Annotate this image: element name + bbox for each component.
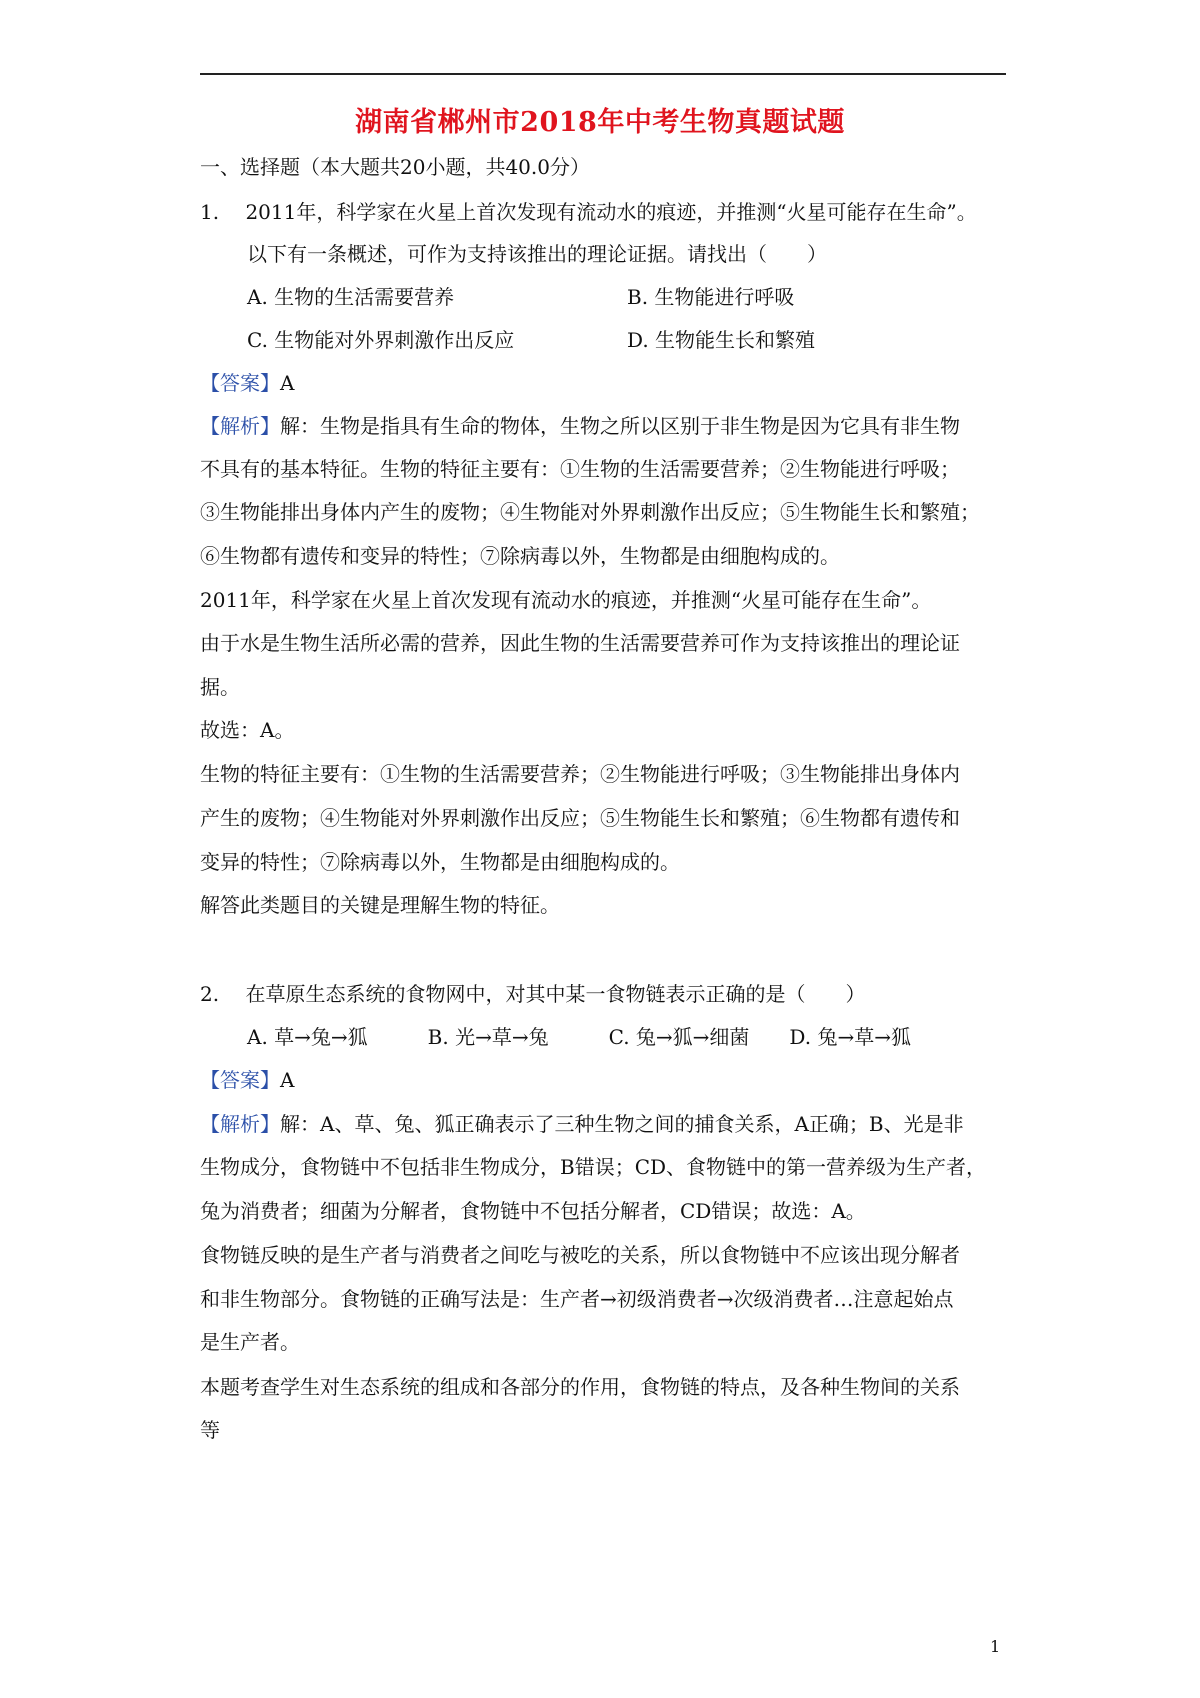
q2-analysis-text: 解：A、草、兔、狐正确表示了三种生物之间的捕食关系，A正确；B、光是非 xyxy=(280,1112,964,1136)
q2-analysis-line: 和非生物部分。食物链的正确写法是：生产者→初级消费者→次级消费者…注意起始点 xyxy=(200,1287,954,1311)
q1-analysis-line: ③生物能排出身体内产生的废物；④生物能对外界刺激作出反应；⑤生物能生长和繁殖； xyxy=(200,500,980,524)
q1-option-a: A. 生物的生活需要营养 xyxy=(247,285,455,309)
page-number: 1 xyxy=(990,1637,1001,1656)
q1-option-d: D. 生物能生长和繁殖 xyxy=(627,328,816,352)
q2-analysis-line: 食物链反映的是生产者与消费者之间吃与被吃的关系，所以食物链中不应该出现分解者 xyxy=(200,1243,960,1267)
q1-option-c: C. 生物能对外界刺激作出反应 xyxy=(247,328,515,352)
q1-answer-value: A xyxy=(280,371,295,395)
q1-answer xyxy=(200,371,294,395)
q2-analysis-first xyxy=(200,1112,964,1136)
q2-analysis-line: 兔为消费者；细菌为分解者，食物链中不包括分解者，CD错误；故选：A。 xyxy=(200,1199,866,1223)
q2-answer xyxy=(200,1068,294,1092)
q1-analysis-line: 产生的废物；④生物能对外界刺激作出反应；⑤生物能生长和繁殖；⑥生物都有遗传和 xyxy=(200,806,960,830)
q1-analysis-line: 生物的特征主要有：①生物的生活需要营养；②生物能进行呼吸；③生物能排出身体内 xyxy=(200,762,960,786)
q1-analysis-text: 解：生物是指具有生命的物体，生物之所以区别于非生物是因为它具有非生物 xyxy=(280,414,960,438)
q1-stem-line2: 以下有一条概述，可作为支持该推出的理论证据。请找出（ ） xyxy=(247,242,827,266)
q1-analysis-line: 由于水是生物生活所必需的营养，因此生物的生活需要营养可作为支持该推出的理论证 xyxy=(200,631,960,655)
q1-analysis-line: 变异的特性；⑦除病毒以外，生物都是由细胞构成的。 xyxy=(200,850,680,874)
q2-analysis-tag: 【解析】 xyxy=(200,1112,280,1136)
q2-analysis-line: 本题考查学生对生态系统的组成和各部分的作用，食物链的特点，及各种生物间的关系 xyxy=(200,1375,960,1399)
q2-stem: 2. 在草原生态系统的食物网中，对其中某一食物链表示正确的是（ ） xyxy=(200,982,866,1006)
q1-analysis-line: 故选：A。 xyxy=(200,718,295,742)
q1-analysis-line: 解答此类题目的关键是理解生物的特征。 xyxy=(200,893,560,917)
q1-analysis-line: 据。 xyxy=(200,675,240,699)
q1-option-b: B. 生物能进行呼吸 xyxy=(627,285,795,309)
q1-analysis-first xyxy=(200,414,960,438)
q2-analysis-line: 生物成分，食物链中不包括非生物成分，B错误；CD、食物链中的第一营养级为生产者， xyxy=(200,1155,987,1179)
q2-options: A. 草→兔→狐 B. 光→草→兔 C. 兔→狐→细菌 D. 兔→草→狐 xyxy=(247,1025,911,1049)
q1-analysis-line: 不具有的基本特征。生物的特征主要有：①生物的生活需要营养；②生物能进行呼吸； xyxy=(200,457,960,481)
q2-analysis-line: 等 xyxy=(200,1418,220,1442)
section-header: 一、选择题（本大题共20小题，共40.0分） xyxy=(200,155,590,179)
document-title: 湖南省郴州市2018年中考生物真题试题 xyxy=(355,107,845,138)
q1-analysis-tag: 【解析】 xyxy=(200,414,280,438)
q2-answer-tag: 【答案】 xyxy=(200,1068,280,1092)
q1-answer-tag: 【答案】 xyxy=(200,371,280,395)
q1-analysis-line: 2011年，科学家在火星上首次发现有流动水的痕迹，并推测“火星可能存在生命”。 xyxy=(200,588,932,612)
header-rule xyxy=(200,73,1006,75)
q2-analysis-line: 是生产者。 xyxy=(200,1330,300,1354)
q1-stem-line1: 1. 2011年，科学家在火星上首次发现有流动水的痕迹，并推测“火星可能存在生命”。 xyxy=(200,200,977,224)
q2-answer-value: A xyxy=(280,1068,295,1092)
q1-analysis-line: ⑥生物都有遗传和变异的特性；⑦除病毒以外，生物都是由细胞构成的。 xyxy=(200,544,840,568)
